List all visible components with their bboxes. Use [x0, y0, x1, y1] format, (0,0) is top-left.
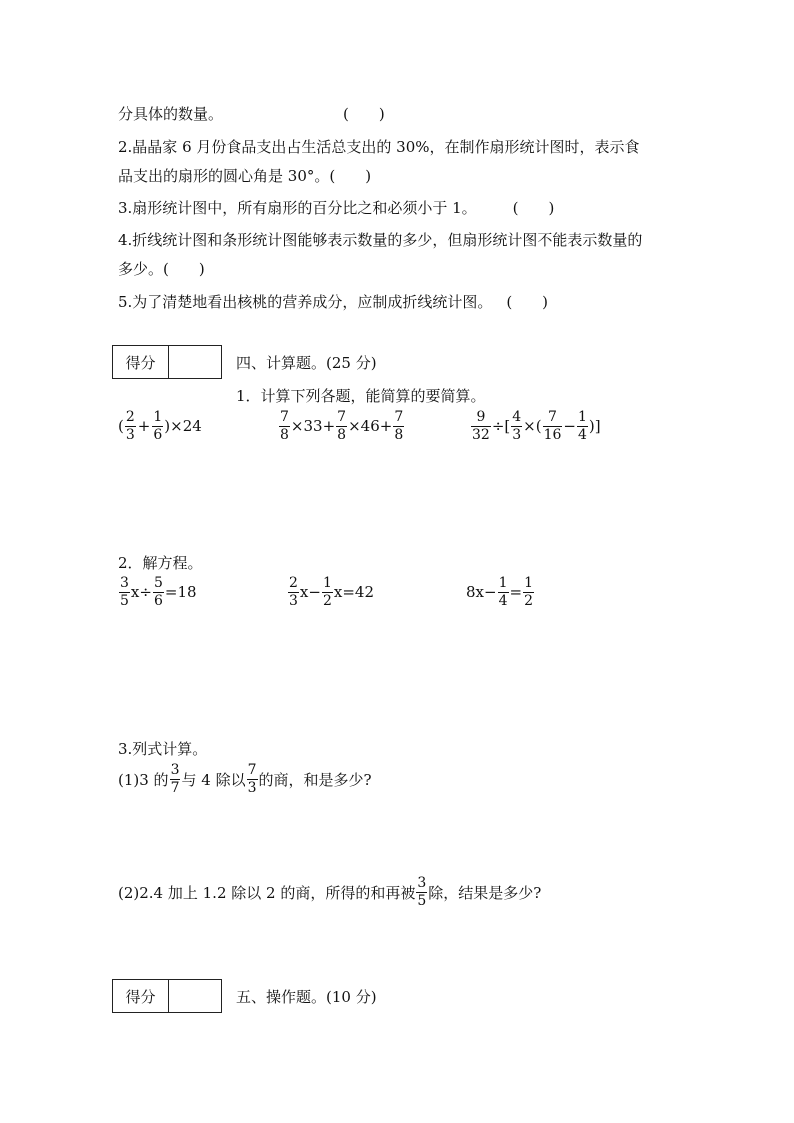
- fraction: $\frac{5}{6}$: [153, 575, 163, 609]
- fraction: $\frac{1}{4}$: [498, 575, 508, 609]
- score-box-section5: [112, 979, 222, 1013]
- section4-sub2: 2．解方程。: [118, 554, 203, 572]
- answer-paren[interactable]: ( ): [506, 293, 549, 311]
- section4-sub1: 1．计算下列各题，能简算的要简算。: [236, 387, 486, 405]
- calc-expr-3: $\frac{9}{32}$ ÷[ $\frac{4}{3}$ ×( $\frac{7}{16}$ − $\frac{1}{4}$ )]: [472, 409, 601, 443]
- fraction: $\frac{3}{5}$: [417, 875, 427, 909]
- fraction: $\frac{3}{7}$: [170, 762, 180, 796]
- fraction: $\frac{7}{8}$: [337, 409, 347, 443]
- judge-q1-tail: 分具体的数量。 ( ): [118, 105, 385, 123]
- calc-expr-2: $\frac{7}{8}$ ×33+ $\frac{7}{8}$ ×46+ $\frac{7}{8}$: [280, 409, 404, 443]
- judge-q2-line1: 2.晶晶家 6 月份食品支出占生活总支出的 30%，在制作扇形统计图时，表示食: [118, 138, 640, 156]
- score-label: 得分: [113, 346, 169, 378]
- judge-q2-line2: 品支出的扇形的圆心角是 30°。( ): [118, 167, 372, 185]
- section4-title: 四、计算题。(25 分): [236, 354, 377, 372]
- score-box-section4: [112, 345, 222, 379]
- fraction: $\frac{7}{8}$: [280, 409, 289, 443]
- equation-1: $\frac{3}{5}$ x÷ $\frac{5}{6}$ =18: [120, 575, 197, 609]
- judge-q3: 3.扇形统计图中，所有扇形的百分比之和必须小于 1。 ( ): [118, 199, 555, 217]
- equation-3: 8x− $\frac{1}{4}$ = $\frac{1}{2}$: [466, 575, 533, 609]
- judge-q5: 5.为了清楚地看出核桃的营养成分，应制成折线统计图。 ( ): [118, 293, 549, 311]
- section4-sub3: 3.列式计算。: [118, 740, 208, 758]
- answer-paren[interactable]: ( ): [343, 105, 385, 123]
- section5-title: 五、操作题。(10 分): [236, 988, 377, 1006]
- equation-2: $\frac{2}{3}$ x− $\frac{1}{2}$ x=42: [289, 575, 374, 609]
- score-label: 得分: [113, 980, 169, 1012]
- word-problem-1: (1)3 的 $\frac{3}{7}$ 与 4 除以 $\frac{7}{3}$ 的商，和是多少?: [118, 762, 372, 796]
- fraction: $\frac{7}{8}$: [394, 409, 404, 443]
- fraction: $\frac{1}{2}$: [524, 575, 533, 609]
- fraction: $\frac{4}{3}$: [512, 409, 522, 443]
- fraction: $\frac{7}{3}$: [247, 762, 257, 796]
- score-value-field[interactable]: [169, 346, 221, 378]
- judge-q4-line1: 4.折线统计图和条形统计图能够表示数量的多少，但扇形统计图不能表示数量的: [118, 231, 643, 249]
- judge-q4-line2: 多少。( ): [118, 260, 205, 278]
- fraction: $\frac{2}{3}$: [125, 409, 135, 443]
- fraction: $\frac{7}{16}$: [543, 409, 562, 443]
- fraction: $\frac{9}{32}$: [472, 409, 490, 443]
- fraction: $\frac{1}{2}$: [322, 575, 332, 609]
- word-problem-2: (2)2.4 加上 1.2 除以 2 的商，所得的和再被 $\frac{3}{5}$ 除，结果是多少?: [118, 875, 542, 909]
- fraction: $\frac{2}{3}$: [289, 575, 298, 609]
- calc-expr-1: ( $\frac{2}{3}$ + $\frac{1}{6}$ )×24: [118, 409, 202, 443]
- score-value-field[interactable]: [169, 980, 221, 1012]
- fraction: $\frac{3}{5}$: [120, 575, 129, 609]
- answer-paren[interactable]: ( ): [512, 199, 555, 217]
- fraction: $\frac{1}{4}$: [578, 409, 587, 443]
- fraction: $\frac{1}{6}$: [153, 409, 163, 443]
